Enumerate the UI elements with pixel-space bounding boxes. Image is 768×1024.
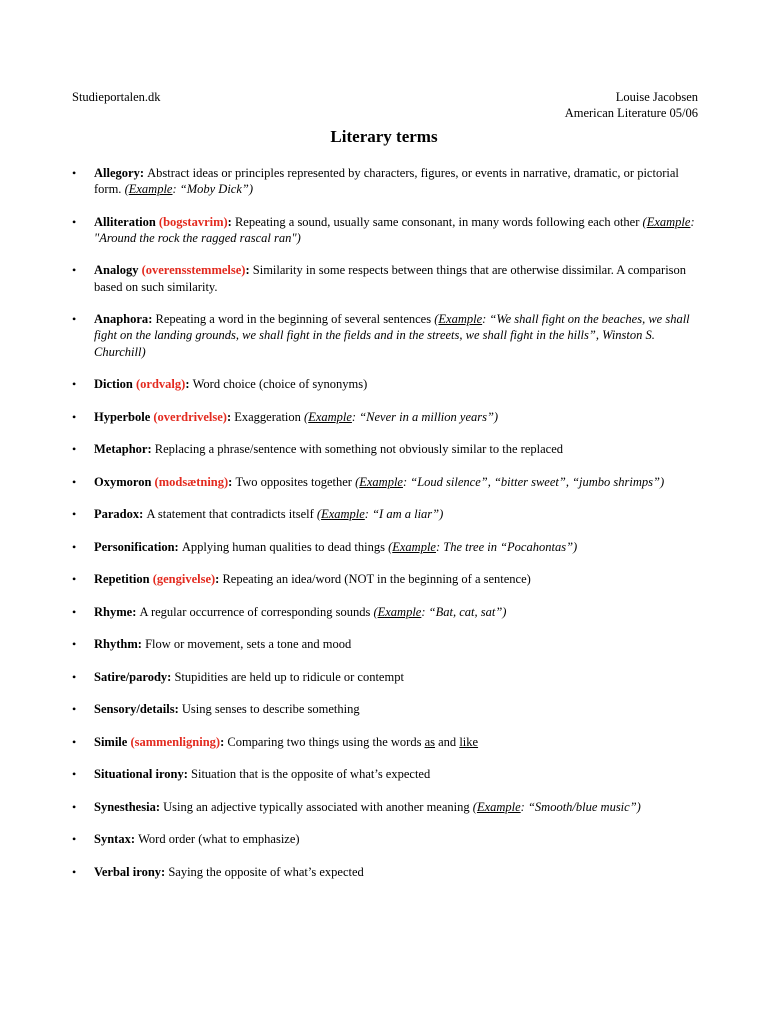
bullet-icon: • [72,312,77,327]
term-example [388,540,577,554]
term-colon: : [167,669,175,684]
term-name: Simile [94,734,128,749]
term-name: Paradox [94,507,140,522]
term-name: Diction [94,377,133,392]
example-label: Example [392,539,436,554]
bullet-icon: • [72,166,77,180]
term-translation: (bogstavrim) [158,214,228,229]
term-definition: Situation that is the opposite of what’s expected [191,767,431,782]
example-text: “Moby Dick”) [179,182,254,197]
term-definition: Two opposites together [235,474,356,489]
example-label: Example [128,182,173,197]
term-colon: : [226,409,235,424]
term-definition-part: as [424,734,435,749]
term-colon: : [147,442,155,457]
header-author-block [565,89,698,121]
example-separator: : [172,182,180,197]
term-example [317,507,443,521]
term-colon: : [215,572,223,587]
term-definition: Using an adjective typically associated with another meaning [163,799,473,814]
example-label: Example [308,409,352,424]
term-name: Metaphor [94,442,148,457]
example-open-paren: ( [472,799,477,814]
term-name: Allegory [94,166,140,180]
term-name: Rhyme [94,604,133,619]
term-list [72,165,699,896]
term-definition: Word choice (choice of synonyms) [192,377,368,392]
term-name: Sensory/details [94,702,175,717]
example-open-paren: ( [388,539,393,554]
example-open-paren: ( [373,604,378,619]
term-colon: : [155,799,164,814]
term-definition: Saying the opposite of what’s expected [168,864,364,879]
page-title: Literary terms [330,127,438,146]
term-item [72,864,699,880]
bullet-icon: • [72,734,77,749]
term-item [72,165,699,197]
example-open-paren: ( [304,409,309,424]
example-separator: : [364,507,373,522]
term-name: Verbal irony [94,864,162,879]
term-item [72,409,699,425]
term-colon: : [227,214,235,229]
example-text: “Never in a million years”) [359,409,499,424]
term-example [304,410,498,424]
bullet-icon: • [72,214,77,229]
term-colon: : [220,734,228,749]
example-text: The tree in “Pocahontas”) [443,539,578,554]
term-colon: : [174,539,182,554]
example-label: Example [321,507,365,522]
bullet-icon: • [72,702,77,717]
term-definition: Flow or movement, sets a tone and mood [145,637,352,652]
bullet-icon: • [72,263,77,278]
example-separator: : [421,604,429,619]
term-item [72,831,699,847]
term-definition: Using senses to describe something [181,702,360,717]
term-item [72,441,699,457]
example-separator: : [520,799,528,814]
term-translation: (gengivelse) [152,572,216,587]
term-name: Satire/parody [94,669,168,684]
example-separator: : [351,409,360,424]
term-item [72,766,699,782]
term-definition-part: and [435,734,460,749]
term-colon: : [174,702,182,717]
term-colon: : [139,507,147,522]
example-separator: : [482,312,490,327]
term-definition: Stupidities are held up to ridicule or contempt [174,669,404,684]
term-item [72,506,699,522]
bullet-icon: • [72,604,77,619]
example-label: Example [476,799,521,814]
term-definition: Repeating an idea/word (NOT in the beginning of a sentence) [222,572,531,587]
bullet-icon: • [72,637,77,652]
example-open-paren: ( [434,312,439,327]
term-item [72,734,699,750]
example-open-paren: ( [316,507,322,522]
example-separator: : [435,539,444,554]
term-colon: : [139,166,148,180]
term-definition: Word order (what to emphasize) [138,832,300,847]
term-definition: Repeating a sound, usually same consonant, in many words following each other [234,214,643,229]
example-open-paren: ( [355,474,360,489]
term-name: Repetition [94,572,150,587]
bullet-icon: • [72,864,77,879]
term-colon: : [130,832,139,847]
term-definition: Repeating a word in the beginning of several sentences [155,312,435,327]
term-name: Analogy [94,263,139,278]
example-label: Example [646,214,691,229]
term-name: Anaphora [94,312,149,327]
example-text: “I am a liar”) [372,507,444,522]
example-separator: : [690,214,695,229]
example-text: “We shall fight on the beaches, we shall fight on the landing grounds, we shall fight in the fields and in the streets, we shall fight in the hills”, Winston S. Churchill) [94,312,690,359]
bullet-icon: • [72,507,77,522]
bullet-icon: • [72,442,77,457]
term-translation: (overensstemmelse) [141,263,246,278]
term-translation: (sammenligning) [130,734,221,749]
term-definition: Applying human qualities to dead things [181,539,389,554]
term-definition: Replacing a phrase/sentence with something not obviously similar to the replaced [154,442,563,457]
bullet-icon: • [72,377,77,392]
example-label: Example [438,312,483,327]
term-item [72,799,699,815]
term-item [72,214,699,246]
term-colon: : [137,637,146,652]
term-colon: : [148,312,156,327]
term-colon: : [183,767,192,782]
term-definition: A regular occurrence of corresponding sounds [139,604,374,619]
example-label: Example [359,474,403,489]
term-definition: Abstract ideas or principles represented by characters, figures, or events in narrative, dramatic, or pictorial form. [94,166,679,197]
term-definition: A statement that contradicts itself [146,507,317,522]
term-colon: : [161,864,169,879]
term-example [473,800,641,814]
term-definition: Similarity in some respects between things that are otherwise dissimilar. A comparison based on such similarity. [94,263,687,294]
term-example [355,475,664,489]
term-definition: Exaggeration [234,409,305,424]
term-item [72,262,699,294]
bullet-icon: • [72,474,77,489]
example-text: "Around the rock the ragged rascal ran") [94,230,301,245]
term-translation: (ordvalg) [136,377,186,392]
term-item [72,474,699,490]
term-definition-part: Comparing two things using the words [227,734,425,749]
term-name: Alliteration [94,214,156,229]
term-item [72,376,699,392]
term-name: Rhythm [94,637,138,652]
example-text: “Loud silence”, “bitter sweet”, “jumbo shrimps”) [410,474,665,489]
term-name: Hyperbole [94,409,151,424]
author-name: Louise Jacobsen [615,90,698,104]
term-item [72,311,699,360]
term-translation: (overdrivelse) [153,409,227,424]
term-item [72,571,699,587]
term-translation: (modsætning) [154,474,229,489]
term-colon: : [245,263,253,278]
bullet-icon: • [72,409,77,424]
term-example [373,605,506,619]
term-colon: : [185,377,193,392]
bullet-icon: • [72,572,77,587]
term-name: Synesthesia [94,799,156,814]
example-separator: : [402,474,411,489]
bullet-icon: • [72,799,77,814]
term-colon: : [228,474,236,489]
term-item [72,669,699,685]
bullet-icon: • [72,539,77,554]
term-name: Oxymoron [94,474,152,489]
bullet-icon: • [72,832,77,847]
term-example [125,182,253,196]
term-name: Personification [94,539,175,554]
example-label: Example [377,604,422,619]
bullet-icon: • [72,669,77,684]
example-open-paren: ( [642,214,647,229]
example-text: “Smooth/blue music”) [527,799,641,814]
course-name: American Literature 05/06 [564,106,698,120]
site-name: Studieportalen.dk [72,90,161,104]
term-item [72,636,699,652]
term-colon: : [132,604,140,619]
example-open-paren: ( [124,182,129,197]
term-name: Syntax [94,832,131,847]
term-item [72,701,699,717]
example-text: “Bat, cat, sat”) [428,604,507,619]
term-item [72,604,699,620]
bullet-icon: • [72,767,77,782]
term-definition-part: like [459,734,479,749]
term-name: Situational irony [94,767,184,782]
term-item [72,539,699,555]
